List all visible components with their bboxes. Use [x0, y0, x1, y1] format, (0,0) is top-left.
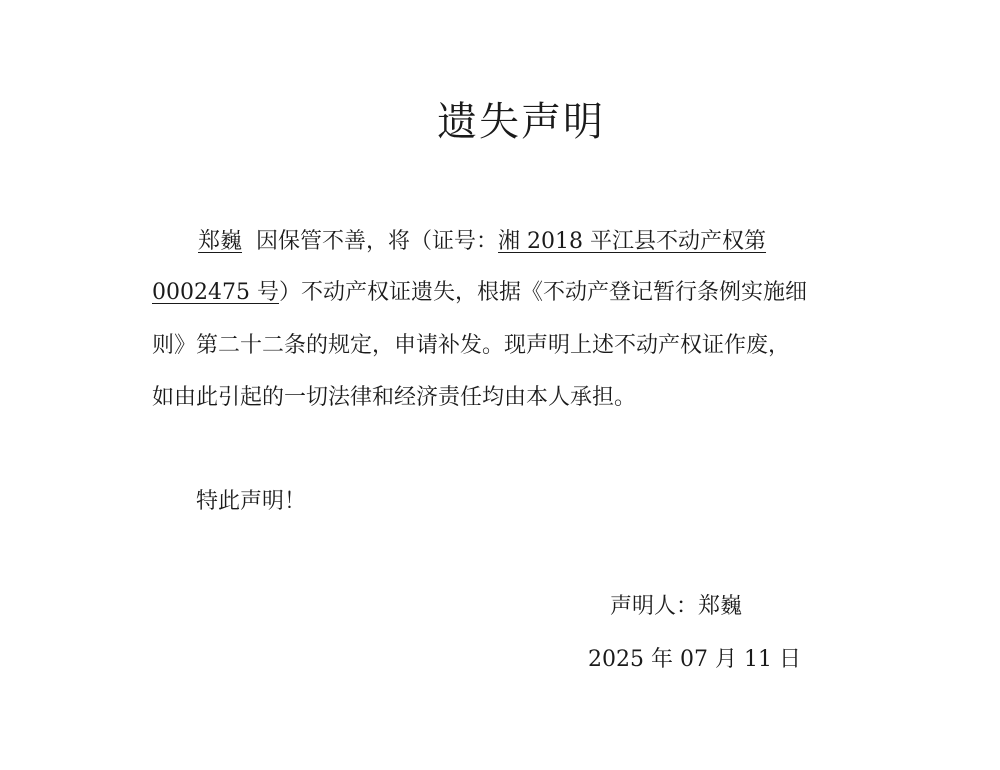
declaration-date: 2025 年 07 月 11 日 — [588, 647, 801, 672]
certificate-number-part1: 湘 2018 平江县不动产权第 — [498, 229, 767, 254]
body-line-2 — [152, 278, 852, 308]
certificate-number-part2: 0002475 号 — [152, 280, 279, 305]
body-line-1 — [152, 227, 852, 257]
document-title: 遗失声明 — [437, 99, 605, 145]
body-line-3: 则》第二十二条的规定，申请补发。现声明上述不动产权证作废， — [152, 333, 791, 358]
closing-statement: 特此声明！ — [196, 489, 307, 514]
declarant-signature — [610, 592, 742, 622]
body-text-b: ）不动产权证遗失，根据《不动产登记暂行条例实施细 — [278, 280, 807, 305]
declarant-label: 声明人： — [610, 594, 699, 619]
declarant-name: 郑巍 — [698, 594, 743, 619]
spacer — [242, 229, 256, 254]
body-line-4: 如由此引起的一切法律和经济责任均由本人承担。 — [152, 385, 637, 410]
body-text-a: 因保管不善，将（证号： — [256, 229, 499, 254]
declarant-name-underlined: 郑巍 — [198, 229, 243, 254]
